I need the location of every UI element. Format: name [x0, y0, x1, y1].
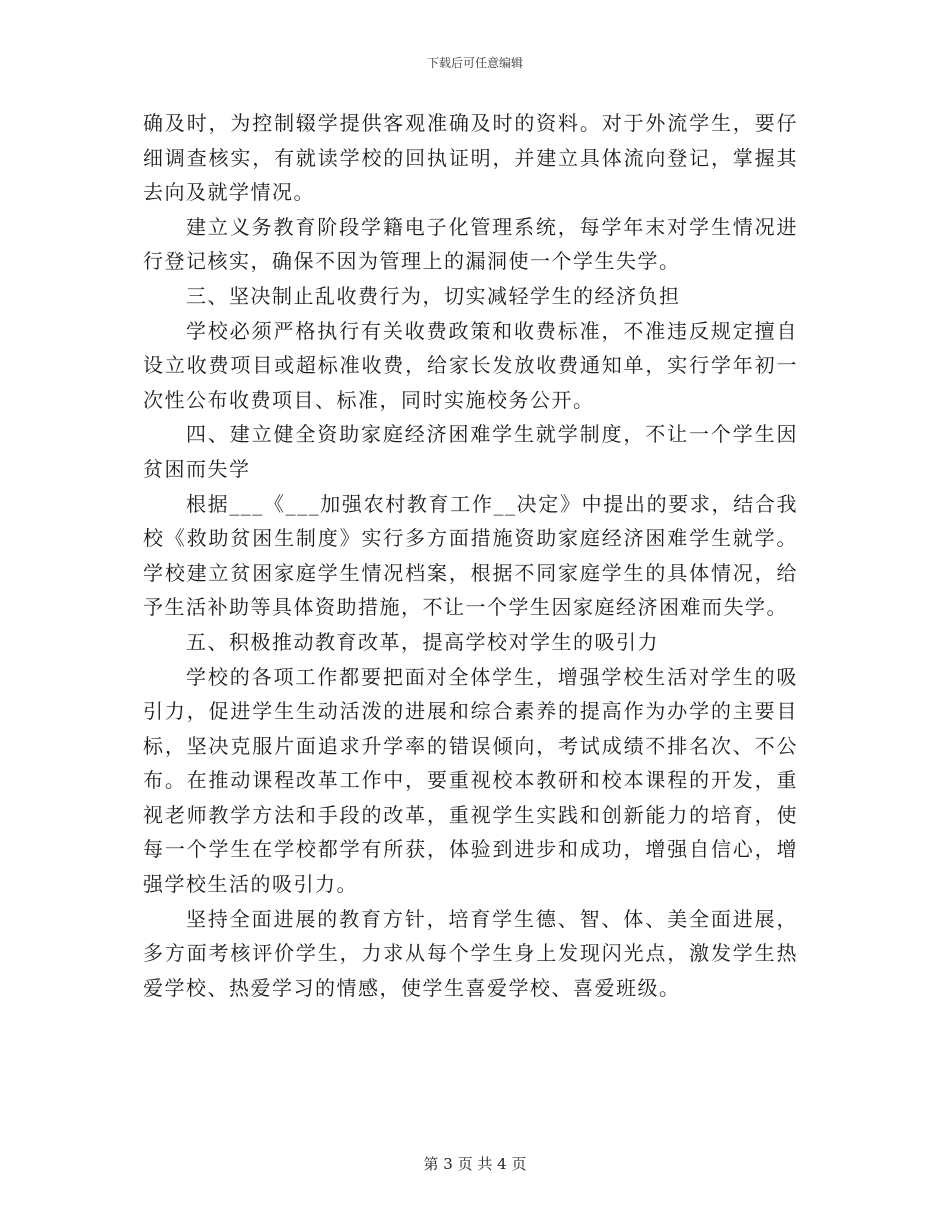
paragraph: 学校的各项工作都要把面对全体学生，增强学校生活对学生的吸引力，促进学生生动活泼的进展和综合素养的提高作为办学的主要目标，坚决克服片面追求升学率的错误倾向，考试成绩不排名次、不公布。在推动课程改革工作中，要重视校本教研和校本课程的开发，重视老师教学方法和手段的改革，重视学生实践和创新能力的培育，使每一个学生在学校都学有所获，体验到进步和成功，增强自信心，增强学校生活的吸引力。	[143, 664, 798, 897]
paragraph-continuation: 确及时，为控制辍学提供客观准确及时的资料。对于外流学生，要仔细调查核实，有就读学校的回执证明，并建立具体流向登记，掌握其去向及就学情况。	[143, 111, 798, 205]
section-heading: 五、积极推动教育改革，提高学校对学生的吸引力	[186, 629, 659, 654]
paragraph: 建立义务教育阶段学籍电子化管理系统，每学年末对学生情况进行登记核实，确保不因为管理上的漏洞使一个学生失学。	[143, 214, 798, 274]
section-heading: 四、建立健全资助家庭经济困难学生就学制度，不让一个学生因贫困而失学	[143, 422, 798, 481]
paragraph: 坚持全面进展的教育方针，培育学生德、智、体、美全面进展，多方面考核评价学生，力求从每个学生身上发现闪光点，激发学生热爱学校、热爱学习的情感，使学生喜爱学校、喜爱班级。	[143, 906, 798, 1000]
paragraph: 学校必须严格执行有关收费政策和收费标准，不准违反规定擅自设立收费项目或超标准收费，给家长发放收费通知单，实行学年初一次性公布收费项目、标准，同时实施校务公开。	[143, 318, 798, 412]
paragraph: 根据___《___加强农村教育工作__决定》中提出的要求，结合我校《救助贫困生制度》实行多方面措施资助家庭经济困难学生就学。学校建立贫困家庭学生情况档案，根据不同家庭学生的具体情况，给予生活补助等具体资助措施，不让一个学生因家庭经济困难而失学。	[143, 491, 798, 620]
page-number: 第 3 页 共 4 页	[423, 1155, 527, 1173]
section-heading: 三、坚决制止乱收费行为，切实减轻学生的经济负担	[186, 283, 681, 308]
page-header-note: 下载后可任意编辑	[426, 56, 523, 70]
document-body	[143, 106, 798, 1005]
